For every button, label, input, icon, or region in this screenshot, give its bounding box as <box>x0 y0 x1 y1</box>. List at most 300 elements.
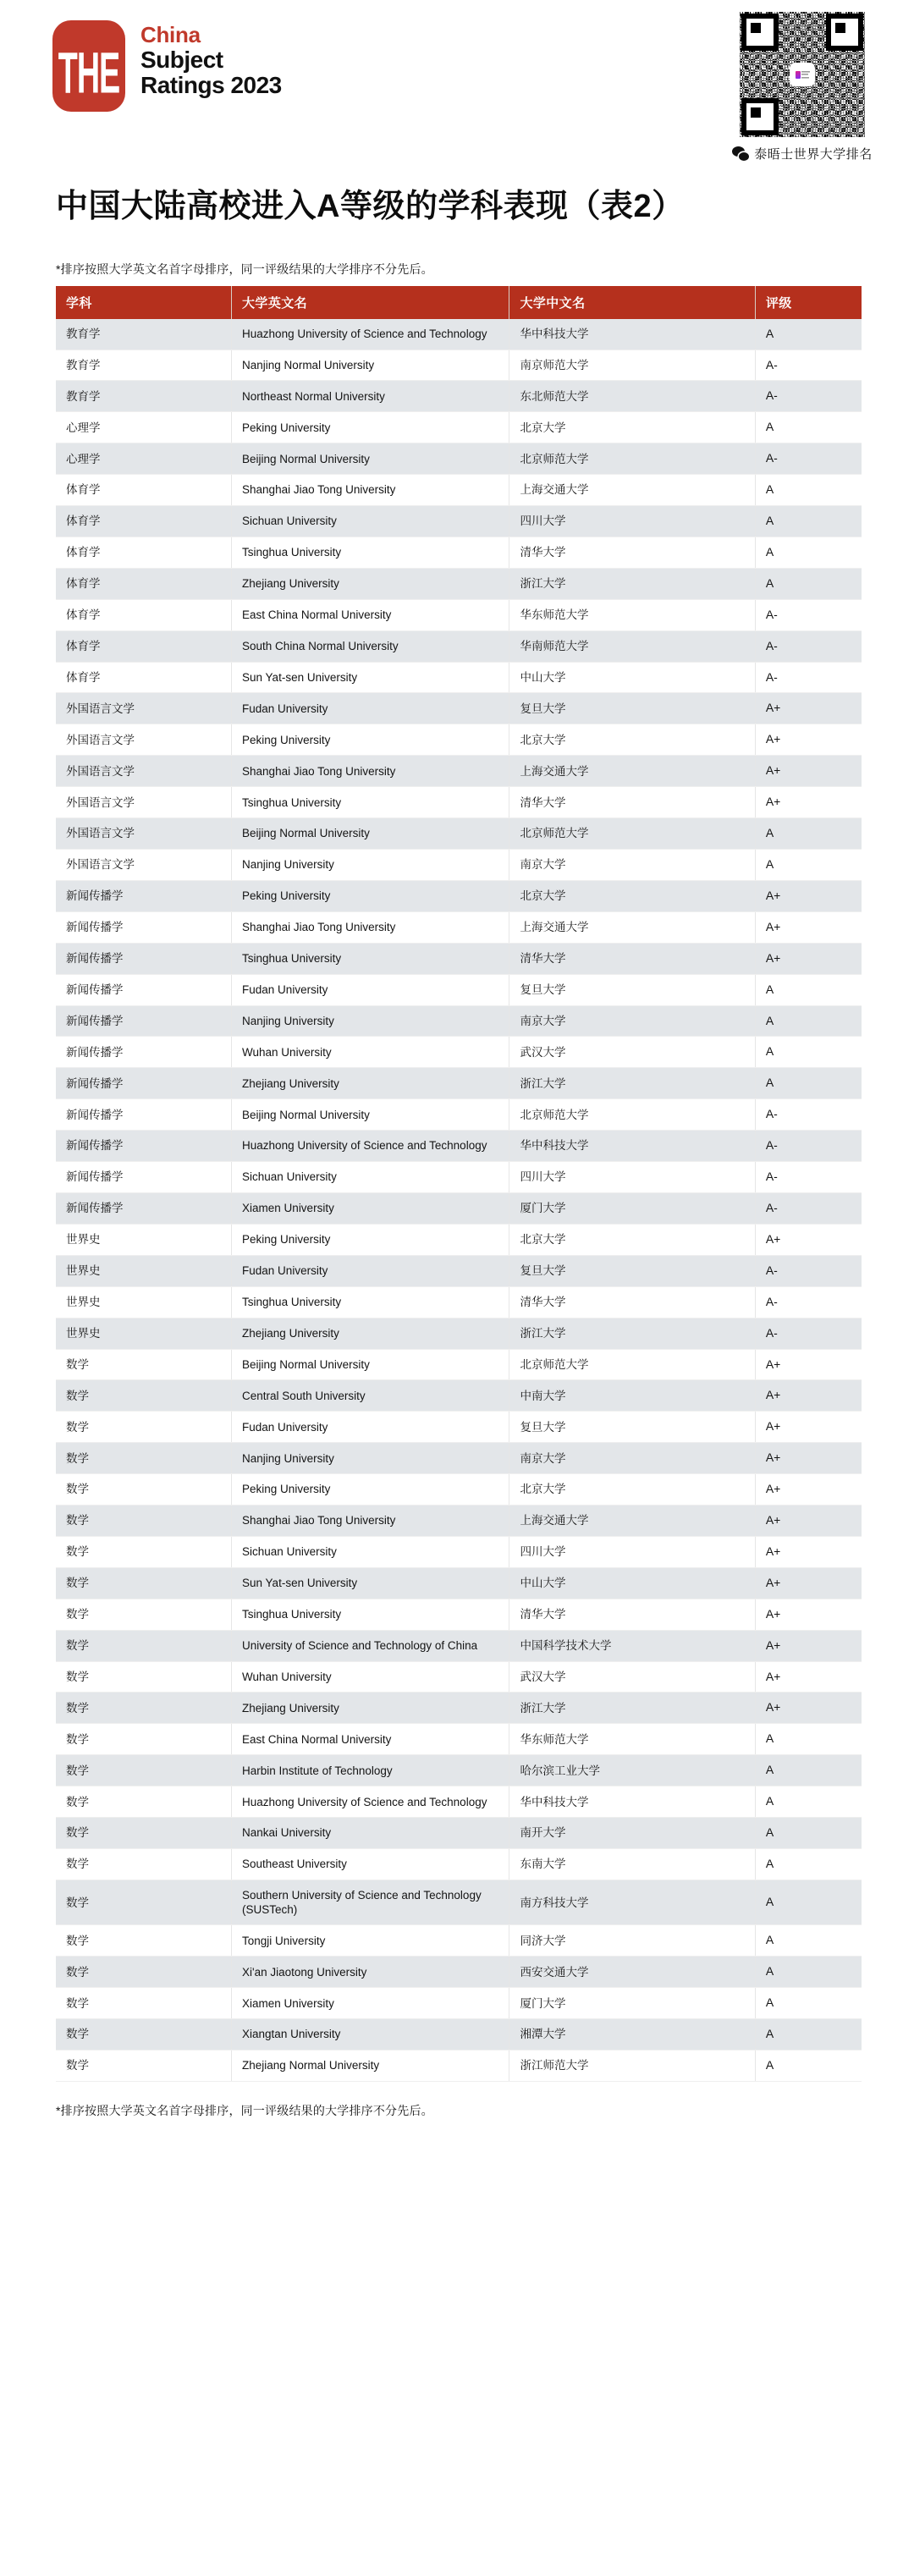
cell-grade: A+ <box>755 1536 862 1567</box>
table-row <box>56 630 862 662</box>
cell-university-en: Sun Yat-sen University <box>232 662 509 693</box>
cell-grade: A- <box>755 662 862 693</box>
cell-university-en: Zhejiang University <box>232 1318 509 1349</box>
table-row <box>56 1661 862 1693</box>
cell-grade: A+ <box>755 1474 862 1505</box>
cell-grade: A+ <box>755 1661 862 1693</box>
cell-university-cn: 北京大学 <box>509 724 755 756</box>
cell-grade: A+ <box>755 1380 862 1412</box>
page-header <box>0 0 914 188</box>
cell-grade: A- <box>755 381 862 412</box>
table-row <box>56 2050 862 2082</box>
cell-grade: A- <box>755 1255 862 1286</box>
cell-subject: 数学 <box>56 1755 232 1786</box>
brand-line-china: China <box>140 22 201 47</box>
cell-university-cn: 上海交通大学 <box>509 1505 755 1537</box>
table-row <box>56 818 862 850</box>
cell-grade: A+ <box>755 756 862 787</box>
cell-subject: 数学 <box>56 2050 232 2082</box>
cell-university-cn: 复旦大学 <box>509 1255 755 1286</box>
cell-university-cn: 哈尔滨工业大学 <box>509 1755 755 1786</box>
table-row <box>56 974 862 1005</box>
cell-university-en: Wuhan University <box>232 1661 509 1693</box>
cell-university-en: Harbin Institute of Technology <box>232 1755 509 1786</box>
page-title: 中国大陆高校进入A等级的学科表现（表2） <box>56 189 685 224</box>
cell-university-en: Zhejiang Normal University <box>232 2050 509 2082</box>
cell-university-en: Peking University <box>232 1474 509 1505</box>
table-row <box>56 1505 862 1537</box>
cell-grade: A+ <box>755 880 862 911</box>
cell-university-en: Peking University <box>232 1224 509 1255</box>
cell-subject: 心理学 <box>56 443 232 475</box>
cell-university-en: Shanghai Jiao Tong University <box>232 911 509 943</box>
cell-university-cn: 浙江大学 <box>509 1318 755 1349</box>
cell-university-en: Tsinghua University <box>232 787 509 818</box>
cell-subject: 体育学 <box>56 599 232 630</box>
cell-university-en: Beijing Normal University <box>232 818 509 850</box>
cell-subject: 外国语言文学 <box>56 724 232 756</box>
cell-university-en: Southeast University <box>232 1849 509 1880</box>
cell-subject: 数学 <box>56 1443 232 1474</box>
cell-grade: A <box>755 1957 862 1988</box>
cell-university-en: Southern University of Science and Technology (SUSTech) <box>232 1880 509 1925</box>
cell-subject: 世界史 <box>56 1255 232 1286</box>
cell-university-cn: 北京大学 <box>509 412 755 443</box>
table-row <box>56 1536 862 1567</box>
cell-subject: 数学 <box>56 1988 232 2019</box>
cell-grade: A <box>755 319 862 350</box>
ratings-table <box>56 286 862 2082</box>
qr-block <box>726 12 878 162</box>
cell-university-en: Northeast Normal University <box>232 381 509 412</box>
cell-grade: A <box>755 818 862 850</box>
table-row <box>56 1818 862 1849</box>
cell-subject: 数学 <box>56 1474 232 1505</box>
table-row <box>56 568 862 599</box>
cell-subject: 新闻传播学 <box>56 1192 232 1224</box>
cell-university-en: Central South University <box>232 1380 509 1412</box>
cell-grade: A- <box>755 1099 862 1131</box>
ratings-table-body <box>56 319 862 2082</box>
cell-grade: A <box>755 412 862 443</box>
cell-university-cn: 厦门大学 <box>509 1192 755 1224</box>
cell-grade: A <box>755 475 862 506</box>
cell-university-en: Shanghai Jiao Tong University <box>232 475 509 506</box>
cell-subject: 新闻传播学 <box>56 1162 232 1193</box>
table-row <box>56 1131 862 1162</box>
cell-university-cn: 浙江师范大学 <box>509 2050 755 2082</box>
cell-university-en: Huazhong University of Science and Technology <box>232 1786 509 1818</box>
table-row <box>56 1286 862 1318</box>
cell-university-cn: 浙江大学 <box>509 568 755 599</box>
cell-grade: A <box>755 1786 862 1818</box>
cell-university-en: Zhejiang University <box>232 568 509 599</box>
cell-grade: A- <box>755 630 862 662</box>
cell-subject: 新闻传播学 <box>56 1099 232 1131</box>
table-row <box>56 1599 862 1630</box>
qr-center-logo-icon <box>791 64 813 85</box>
cell-grade: A <box>755 1849 862 1880</box>
cell-subject: 教育学 <box>56 381 232 412</box>
cell-subject: 心理学 <box>56 412 232 443</box>
cell-university-cn: 中山大学 <box>509 1567 755 1599</box>
cell-university-cn: 南京大学 <box>509 1443 755 1474</box>
table-row <box>56 787 862 818</box>
table-row <box>56 1162 862 1193</box>
cell-grade: A+ <box>755 1443 862 1474</box>
table-row <box>56 693 862 724</box>
cell-university-cn: 武汉大学 <box>509 1037 755 1068</box>
table-row <box>56 756 862 787</box>
cell-university-en: Tongji University <box>232 1925 509 1957</box>
ratings-table-head <box>56 286 862 319</box>
cell-grade: A+ <box>755 787 862 818</box>
table-row <box>56 1349 862 1380</box>
table-row <box>56 1037 862 1068</box>
table-row <box>56 2019 862 2050</box>
brand-wordmark <box>140 20 282 97</box>
table-row <box>56 599 862 630</box>
cell-university-en: Peking University <box>232 412 509 443</box>
cell-university-en: Huazhong University of Science and Technology <box>232 1131 509 1162</box>
cell-university-en: Shanghai Jiao Tong University <box>232 756 509 787</box>
cell-grade: A <box>755 1925 862 1957</box>
cell-university-cn: 北京大学 <box>509 880 755 911</box>
cell-grade: A+ <box>755 724 862 756</box>
cell-grade: A <box>755 1755 862 1786</box>
table-row <box>56 537 862 568</box>
cell-grade: A <box>755 1724 862 1755</box>
cell-subject: 世界史 <box>56 1286 232 1318</box>
table-row <box>56 1925 862 1957</box>
cell-grade: A- <box>755 1286 862 1318</box>
cell-university-en: South China Normal University <box>232 630 509 662</box>
cell-grade: A <box>755 974 862 1005</box>
qr-caption-label: 泰晤士世界大学排名 <box>754 147 873 162</box>
ratings-table-wrapper <box>0 286 914 2082</box>
cell-university-cn: 清华大学 <box>509 943 755 974</box>
the-logo-icon <box>52 20 125 112</box>
qr-finder-top-right-icon <box>826 14 863 51</box>
cell-subject: 外国语言文学 <box>56 787 232 818</box>
brand-lockup <box>52 20 282 112</box>
cell-grade: A <box>755 1037 862 1068</box>
cell-university-en: Nanjing University <box>232 1005 509 1037</box>
table-row <box>56 1474 862 1505</box>
cell-university-en: University of Science and Technology of China <box>232 1630 509 1661</box>
cell-subject: 新闻传播学 <box>56 974 232 1005</box>
cell-university-en: Beijing Normal University <box>232 1099 509 1131</box>
cell-university-cn: 南方科技大学 <box>509 1880 755 1925</box>
table-row <box>56 412 862 443</box>
cell-university-en: Tsinghua University <box>232 1286 509 1318</box>
cell-university-cn: 北京师范大学 <box>509 1099 755 1131</box>
cell-grade: A+ <box>755 1224 862 1255</box>
cell-university-en: Xiamen University <box>232 1192 509 1224</box>
cell-grade: A+ <box>755 1693 862 1724</box>
cell-grade: A+ <box>755 1349 862 1380</box>
table-row <box>56 1192 862 1224</box>
cell-grade: A- <box>755 350 862 381</box>
qr-finder-bottom-left-icon <box>741 98 779 135</box>
cell-grade: A <box>755 1988 862 2019</box>
cell-subject: 教育学 <box>56 319 232 350</box>
cell-university-en: Nanjing University <box>232 850 509 881</box>
cell-university-cn: 华中科技大学 <box>509 1131 755 1162</box>
cell-subject: 数学 <box>56 1786 232 1818</box>
cell-subject: 新闻传播学 <box>56 943 232 974</box>
cell-subject: 数学 <box>56 1380 232 1412</box>
cell-subject: 数学 <box>56 1536 232 1567</box>
cell-grade: A <box>755 1068 862 1099</box>
cell-subject: 新闻传播学 <box>56 1037 232 1068</box>
cell-university-cn: 复旦大学 <box>509 693 755 724</box>
cell-subject: 体育学 <box>56 537 232 568</box>
cell-university-cn: 南京大学 <box>509 850 755 881</box>
cell-university-cn: 北京师范大学 <box>509 443 755 475</box>
cell-subject: 体育学 <box>56 662 232 693</box>
cell-grade: A+ <box>755 693 862 724</box>
cell-grade: A+ <box>755 1412 862 1443</box>
cell-university-cn: 华东师范大学 <box>509 599 755 630</box>
table-row <box>56 850 862 881</box>
cell-university-en: Xi'an Jiaotong University <box>232 1957 509 1988</box>
cell-university-en: Sichuan University <box>232 1536 509 1567</box>
cell-subject: 数学 <box>56 1349 232 1380</box>
cell-university-cn: 中国科学技术大学 <box>509 1630 755 1661</box>
cell-university-cn: 华中科技大学 <box>509 319 755 350</box>
cell-university-cn: 湘潭大学 <box>509 2019 755 2050</box>
cell-university-en: Fudan University <box>232 974 509 1005</box>
table-row <box>56 1755 862 1786</box>
table-header-row <box>56 286 862 319</box>
cell-grade: A+ <box>755 1567 862 1599</box>
table-row <box>56 350 862 381</box>
cell-subject: 新闻传播学 <box>56 1005 232 1037</box>
cell-university-en: Nanjing University <box>232 1443 509 1474</box>
cell-university-cn: 复旦大学 <box>509 1412 755 1443</box>
cell-subject: 数学 <box>56 1849 232 1880</box>
cell-university-cn: 南开大学 <box>509 1818 755 1849</box>
table-row <box>56 880 862 911</box>
cell-subject: 数学 <box>56 1693 232 1724</box>
cell-university-cn: 北京大学 <box>509 1224 755 1255</box>
cell-grade: A- <box>755 1318 862 1349</box>
cell-subject: 数学 <box>56 1599 232 1630</box>
qr-code-icon[interactable] <box>740 12 865 137</box>
cell-subject: 体育学 <box>56 506 232 537</box>
cell-grade: A <box>755 2019 862 2050</box>
cell-university-cn: 中山大学 <box>509 662 755 693</box>
table-row <box>56 1693 862 1724</box>
cell-university-cn: 东南大学 <box>509 1849 755 1880</box>
cell-university-en: Zhejiang University <box>232 1693 509 1724</box>
table-row <box>56 1068 862 1099</box>
qr-finder-top-left-icon <box>741 14 779 51</box>
cell-university-en: Sichuan University <box>232 1162 509 1193</box>
cell-university-cn: 清华大学 <box>509 787 755 818</box>
cell-university-en: Tsinghua University <box>232 943 509 974</box>
cell-university-en: Shanghai Jiao Tong University <box>232 1505 509 1537</box>
col-header-university-en[interactable]: 大学英文名 <box>232 286 509 319</box>
cell-grade: A <box>755 568 862 599</box>
cell-university-cn: 复旦大学 <box>509 974 755 1005</box>
cell-subject: 外国语言文学 <box>56 756 232 787</box>
brand-line-ratings-2023: Ratings 2023 <box>140 72 282 99</box>
cell-university-cn: 武汉大学 <box>509 1661 755 1693</box>
cell-university-en: Peking University <box>232 880 509 911</box>
cell-university-en: Xiamen University <box>232 1988 509 2019</box>
cell-university-en: Tsinghua University <box>232 1599 509 1630</box>
table-row <box>56 1380 862 1412</box>
cell-subject: 世界史 <box>56 1318 232 1349</box>
table-row <box>56 1224 862 1255</box>
cell-university-en: Sichuan University <box>232 506 509 537</box>
table-row <box>56 1849 862 1880</box>
cell-subject: 数学 <box>56 1880 232 1925</box>
table-row <box>56 1957 862 1988</box>
table-row <box>56 319 862 350</box>
cell-grade: A <box>755 1818 862 1849</box>
cell-subject: 数学 <box>56 1505 232 1537</box>
cell-subject: 数学 <box>56 1661 232 1693</box>
cell-university-cn: 中南大学 <box>509 1380 755 1412</box>
cell-grade: A- <box>755 443 862 475</box>
table-row <box>56 1880 862 1925</box>
cell-university-cn: 清华大学 <box>509 1286 755 1318</box>
cell-subject: 数学 <box>56 1925 232 1957</box>
table-row <box>56 1988 862 2019</box>
col-header-grade[interactable]: 评级 <box>755 286 862 319</box>
table-row <box>56 1567 862 1599</box>
cell-university-en: Zhejiang University <box>232 1068 509 1099</box>
cell-subject: 数学 <box>56 1724 232 1755</box>
cell-university-en: Beijing Normal University <box>232 443 509 475</box>
cell-subject: 世界史 <box>56 1224 232 1255</box>
cell-university-en: Nankai University <box>232 1818 509 1849</box>
cell-grade: A <box>755 537 862 568</box>
qr-caption <box>726 145 878 162</box>
table-row <box>56 943 862 974</box>
cell-grade: A <box>755 1005 862 1037</box>
cell-grade: A- <box>755 1192 862 1224</box>
table-row <box>56 1786 862 1818</box>
cell-university-cn: 北京大学 <box>509 1474 755 1505</box>
col-header-university-cn[interactable]: 大学中文名 <box>509 286 755 319</box>
cell-university-en: Fudan University <box>232 1412 509 1443</box>
table-row <box>56 475 862 506</box>
cell-subject: 数学 <box>56 1412 232 1443</box>
cell-grade: A+ <box>755 1505 862 1537</box>
table-row <box>56 1255 862 1286</box>
brand-line-subject: Subject <box>140 47 223 74</box>
cell-grade: A- <box>755 1131 862 1162</box>
cell-university-cn: 华东师范大学 <box>509 1724 755 1755</box>
table-row <box>56 1443 862 1474</box>
cell-university-cn: 北京师范大学 <box>509 818 755 850</box>
cell-university-en: Peking University <box>232 724 509 756</box>
cell-subject: 体育学 <box>56 475 232 506</box>
table-row <box>56 724 862 756</box>
cell-subject: 外国语言文学 <box>56 850 232 881</box>
cell-university-en: East China Normal University <box>232 599 509 630</box>
cell-subject: 体育学 <box>56 568 232 599</box>
cell-university-en: Beijing Normal University <box>232 1349 509 1380</box>
table-row <box>56 1630 862 1661</box>
cell-university-cn: 四川大学 <box>509 1536 755 1567</box>
cell-university-en: Huazhong University of Science and Technology <box>232 319 509 350</box>
cell-grade: A+ <box>755 1599 862 1630</box>
table-row <box>56 443 862 475</box>
cell-university-cn: 西安交通大学 <box>509 1957 755 1988</box>
cell-grade: A+ <box>755 911 862 943</box>
cell-university-cn: 厦门大学 <box>509 1988 755 2019</box>
cell-grade: A <box>755 850 862 881</box>
cell-grade: A <box>755 1880 862 1925</box>
cell-subject: 体育学 <box>56 630 232 662</box>
cell-university-cn: 华南师范大学 <box>509 630 755 662</box>
cell-grade: A- <box>755 1162 862 1193</box>
cell-university-cn: 同济大学 <box>509 1925 755 1957</box>
cell-subject: 新闻传播学 <box>56 911 232 943</box>
cell-subject: 数学 <box>56 2019 232 2050</box>
cell-university-cn: 清华大学 <box>509 537 755 568</box>
the-logo-text: THE <box>58 41 120 106</box>
table-row <box>56 662 862 693</box>
table-row <box>56 911 862 943</box>
cell-university-cn: 四川大学 <box>509 1162 755 1193</box>
cell-grade: A+ <box>755 943 862 974</box>
cell-grade: A+ <box>755 1630 862 1661</box>
cell-university-en: Fudan University <box>232 1255 509 1286</box>
cell-university-cn: 华中科技大学 <box>509 1786 755 1818</box>
cell-subject: 新闻传播学 <box>56 880 232 911</box>
cell-grade: A <box>755 2050 862 2082</box>
sort-note-bottom: *排序按照大学英文名首字母排序，同一评级结果的大学排序不分先后。 <box>56 2103 433 2117</box>
cell-university-cn: 浙江大学 <box>509 1068 755 1099</box>
table-row <box>56 506 862 537</box>
cell-university-en: Nanjing Normal University <box>232 350 509 381</box>
wechat-icon <box>732 146 749 161</box>
cell-university-cn: 北京师范大学 <box>509 1349 755 1380</box>
cell-university-cn: 上海交通大学 <box>509 911 755 943</box>
cell-university-en: East China Normal University <box>232 1724 509 1755</box>
cell-university-en: Sun Yat-sen University <box>232 1567 509 1599</box>
cell-subject: 新闻传播学 <box>56 1131 232 1162</box>
cell-university-en: Tsinghua University <box>232 537 509 568</box>
cell-grade: A <box>755 506 862 537</box>
table-row <box>56 381 862 412</box>
table-row <box>56 1005 862 1037</box>
cell-university-cn: 四川大学 <box>509 506 755 537</box>
cell-university-en: Xiangtan University <box>232 2019 509 2050</box>
cell-subject: 数学 <box>56 1818 232 1849</box>
table-row <box>56 1318 862 1349</box>
cell-subject: 教育学 <box>56 350 232 381</box>
cell-subject: 数学 <box>56 1957 232 1988</box>
table-row <box>56 1099 862 1131</box>
col-header-subject[interactable]: 学科 <box>56 286 232 319</box>
cell-subject: 外国语言文学 <box>56 818 232 850</box>
cell-university-cn: 清华大学 <box>509 1599 755 1630</box>
cell-university-en: Wuhan University <box>232 1037 509 1068</box>
cell-subject: 新闻传播学 <box>56 1068 232 1099</box>
cell-university-cn: 上海交通大学 <box>509 756 755 787</box>
cell-university-cn: 东北师范大学 <box>509 381 755 412</box>
cell-grade: A- <box>755 599 862 630</box>
cell-subject: 外国语言文学 <box>56 693 232 724</box>
table-row <box>56 1724 862 1755</box>
